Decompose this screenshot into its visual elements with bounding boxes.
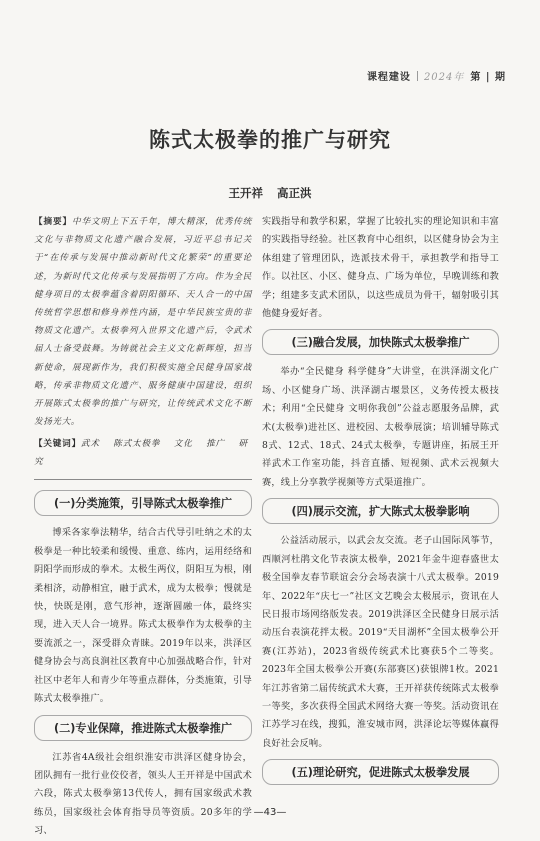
right-column bbox=[262, 213, 499, 793]
section-heading-1: (一)分类施策，引导陈式太极拳推广 bbox=[34, 490, 252, 516]
header-divider bbox=[417, 71, 418, 81]
section-4-paragraph: 公益活动展示，以武会友交流。老子山国际风筝节，西顺河杜鹃文化节表演太极拳，2021年金牛迎春盛世太极全国拳友春节联谊会分会场表演十八式太极拳。2019年、2022年“庆七一”社区文艺晚会太极展示，资讯在人民日报市场网络版发表。2019洪泽区全民健身日展示活动压台表演花拌太极。2019“天目湖杯”全国太极拳公开赛(江苏站)，2023省级传统武术比赛获5个二等奖。2023年全国太极拳公开赛(东部赛区)获银牌1枚。2021年江苏省第二届传统武术大赛，王开祥获传统陈式太极拳一等奖，多次获得全国武术网络大赛一等奖。活动资讯在江苏学习在线，搜狐，淮安城市网，洪泽论坛等媒体赢得良好社会反响。 bbox=[262, 535, 499, 749]
journal-year: 2024年 bbox=[423, 72, 465, 83]
article-authors: 王开祥 高正洪 bbox=[228, 186, 312, 200]
abstract-label: 【摘要】 bbox=[34, 217, 72, 227]
section-1-paragraph: 博采各家拳法精华，结合古代导引吐纳之术的太极拳是一种比较柔和缓慢、重意、练内，运用经络和阴阳学而形成的拳术。太极生两仪，阴阳互为根，刚柔相济，动静相宜，融于武术，成为太极拳；慢就是快，快既是刚，意气形神，逐渐圆融一体，最终实现，进入天人合一境界。陈式太极拳作为太极拳的主要流派之一，深受群众青睐。2019年以来，洪泽区健身协会与高良涧社区教育中心加强战略合作，针对社区中老年人和青少年等重点群体，分类施策，引导陈式太极拳推广。 bbox=[34, 527, 252, 705]
journal-issue: 第 | 期 bbox=[470, 72, 506, 83]
section-heading-5: (五)理论研究，促进陈式太极拳发展 bbox=[262, 759, 499, 785]
keywords-text: 武术 陈式太极拳 文化 推广 研究 bbox=[34, 439, 248, 468]
section-2-paragraph: 江苏省4A级社会组织淮安市洪泽区健身协会，团队拥有一批行业佼佼者，领头人王开祥是中国武术六段，陈式太极拳第13代传人，拥有国家级武术教练员，国家级社会体育指导员等资质。20多年的学习、 bbox=[34, 751, 252, 837]
section-heading-4: (四)展示交流，扩大陈式太极拳影响 bbox=[262, 498, 499, 524]
abstract-text: 中华文明上下五千年，博大精深，优秀传统文化与非物质文化遗产融合发展，习近平总书记关于“在传承与发展中推动新时代文化繁荣”的重要论述，为新时代文化传承与发展指明了方向。作为全民健身项目的太极拳蕴含着阴阳循环、天人合一的中国传统哲学思想和修身养性内涵，是中华民族宝贵的非物质文化遗产。太极拳列入世界文化遗产后，令武术届人士备受鼓舞。为铸就社会主义文化新辉煌，担当新使命，展现新作为，我们积极实施全民健身国家战略，传承非物质文化遗产、服务健康中国建设，组织开展陈式太极拳的推广与研究，让传统武术文化不断发扬光大。 bbox=[34, 217, 252, 428]
section-2-continued: 实践指导和教学积累，掌握了比较扎实的理论知识和丰富的实践指导经验。社区教育中心组织，以区健身协会为主体组建了管理团队，选派技术骨干，承担教学和指导工作。以社区、小区、健身点、广场为单位，早晚训练和教学；组建多支武术团队，以这些成员为骨干，辐射吸引其他健身爱好者。 bbox=[262, 216, 499, 320]
abstract bbox=[34, 213, 252, 431]
journal-header bbox=[367, 68, 506, 83]
section-3-paragraph: 举办“全民健身 科学健身”大讲堂，在洪泽湖文化广场、小区健身广场、洪泽湖古堰景区，义务传授太极技术；利用“全民健身 文明你我创”公益志愿服务品牌，武术(太极拳)进社区、进校园、太极拳展演；培训辅导陈式8式、12式、18式、24式太极拳，专题讲座，拓展王开祥武术工作室功能，抖音直播、短视频、武术云视频大赛，线上分享教学视频等方式渠道推广。 bbox=[262, 366, 499, 488]
keywords-label: 【关键词】 bbox=[34, 439, 81, 450]
section-heading-3: (三)融合发展，加快陈式太极拳推广 bbox=[262, 329, 499, 355]
article-title: 陈式太极拳的推广与研究 bbox=[149, 127, 391, 152]
abstract-divider bbox=[34, 479, 252, 480]
section-heading-2: (二)专业保障，推进陈式太极拳推广 bbox=[34, 715, 252, 741]
column-name: 课程建设 bbox=[366, 72, 411, 83]
keywords bbox=[34, 435, 252, 471]
left-column bbox=[34, 213, 252, 841]
page-number: —43— bbox=[253, 807, 287, 818]
